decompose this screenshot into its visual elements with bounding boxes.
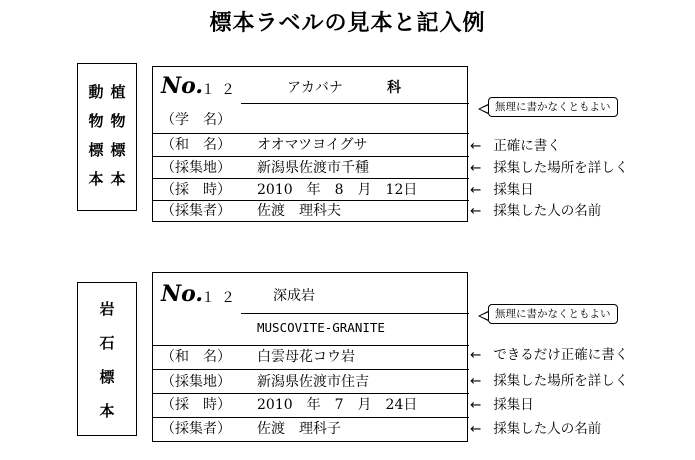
- label-no-mark: No.: [161, 73, 204, 99]
- label-number: １２: [201, 82, 241, 98]
- row-value-collector: 佐渡 理科夫: [257, 203, 341, 219]
- annotation-text: 採集した人の名前: [493, 421, 602, 437]
- annotation-japanese-name: [470, 346, 628, 364]
- row-key-location: （採集地）: [161, 160, 231, 176]
- row-key-japanese-name: （和 名）: [161, 349, 231, 365]
- side-box-rock: [77, 282, 137, 436]
- row-key-location: （採集地）: [161, 374, 231, 390]
- annotation-text: 採集日: [493, 397, 534, 413]
- annotation-date: [470, 181, 534, 199]
- side-char: 標: [88, 141, 104, 159]
- annotation-collector: [470, 202, 601, 220]
- left-arrow-icon: ←: [470, 373, 482, 389]
- divider: [153, 178, 469, 179]
- rock-name-english: MUSCOVITE-GRANITE: [257, 320, 385, 335]
- left-arrow-icon: ←: [470, 203, 482, 219]
- side-char: 本: [99, 402, 115, 420]
- row-key-date: （採 時）: [161, 182, 231, 198]
- page-title: 標本ラベルの見本と記入例: [209, 11, 486, 36]
- annotation-text: 正確に書く: [493, 138, 561, 154]
- side-column-rock: [98, 295, 116, 431]
- annotation-date: [470, 396, 534, 414]
- side-char: 物: [110, 112, 126, 130]
- specimen-label-plant: [152, 66, 468, 222]
- side-char: 物: [88, 112, 104, 130]
- divider: [153, 345, 469, 346]
- side-box-animal-plant: [77, 63, 137, 211]
- divider: [153, 369, 469, 370]
- side-column-animal: [87, 78, 105, 194]
- left-arrow-icon: ←: [470, 421, 482, 437]
- row-value-japanese-name: オオマツヨイグサ: [257, 137, 368, 153]
- row-value-collector: 佐渡 理科子: [257, 421, 341, 437]
- row-value-location: 新潟県佐渡市千種: [257, 160, 369, 176]
- divider: [153, 156, 469, 157]
- annotation-text: できるだけ正確に書く: [493, 347, 629, 363]
- family-name: アカバナ: [287, 80, 343, 96]
- left-arrow-icon: ←: [470, 182, 482, 198]
- annotation-location: [470, 159, 628, 177]
- note-bubble: 無理に書かなくともよい: [488, 304, 618, 324]
- specimen-label-rock: [152, 272, 468, 442]
- side-char: 植: [110, 83, 126, 101]
- row-value-date: 2010 年 7 月 24日: [257, 397, 418, 413]
- side-column-plant: [109, 78, 127, 194]
- left-arrow-icon: ←: [470, 138, 482, 154]
- row-key-date: （採 時）: [161, 397, 231, 413]
- side-char: 動: [88, 83, 104, 101]
- annotation-location: [470, 372, 628, 390]
- left-arrow-icon: ←: [470, 347, 482, 363]
- annotation-text: 採集した場所を詳しく: [493, 373, 629, 389]
- divider: [153, 200, 469, 201]
- side-char: 石: [99, 334, 115, 352]
- note-bubble: 無理に書かなくともよい: [488, 97, 618, 117]
- divider: [153, 417, 469, 418]
- rock-name: 深成岩: [273, 288, 315, 304]
- row-key-scientific-name: （学 名）: [161, 112, 231, 128]
- side-char: 標: [99, 368, 115, 386]
- row-value-japanese-name: 白雲母花コウ岩: [257, 349, 355, 365]
- side-char: 岩: [99, 300, 115, 318]
- row-key-collector: （採集者）: [161, 203, 231, 219]
- side-char: 本: [110, 170, 126, 188]
- annotation-japanese-name: [470, 137, 561, 155]
- side-char: 本: [88, 170, 104, 188]
- label-number: １２: [201, 290, 241, 306]
- annotation-collector: [470, 420, 601, 438]
- left-arrow-icon: ←: [470, 397, 482, 413]
- row-key-collector: （採集者）: [161, 421, 231, 437]
- row-value-location: 新潟県佐渡市住吉: [257, 374, 369, 390]
- divider: [153, 393, 469, 394]
- divider: [153, 133, 469, 134]
- side-char: 標: [110, 141, 126, 159]
- divider: [241, 313, 469, 314]
- label-no-mark: No.: [161, 281, 204, 307]
- divider: [241, 103, 469, 104]
- row-value-date: 2010 年 8 月 12日: [257, 182, 418, 198]
- annotation-text: 採集日: [493, 182, 534, 198]
- family-suffix: 科: [387, 80, 401, 96]
- left-arrow-icon: ←: [470, 160, 482, 176]
- annotation-text: 採集した場所を詳しく: [493, 160, 629, 176]
- annotation-text: 採集した人の名前: [493, 203, 602, 219]
- row-key-japanese-name: （和 名）: [161, 137, 231, 153]
